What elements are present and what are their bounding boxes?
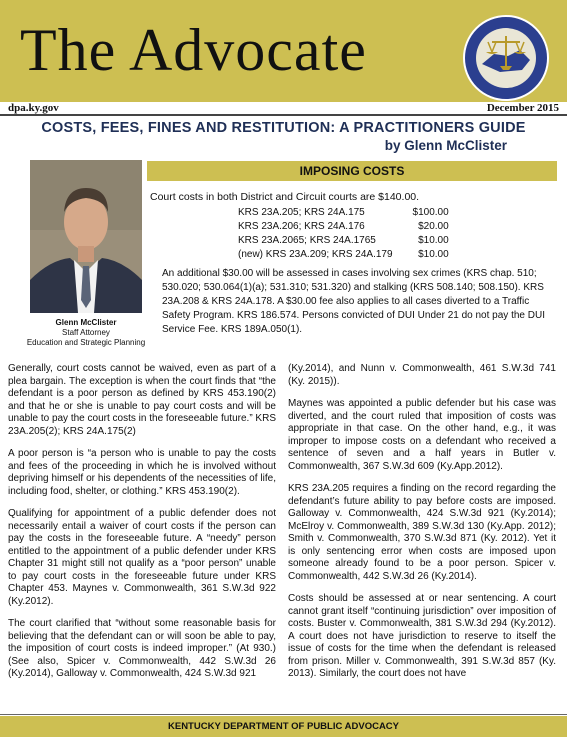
amount-cell: $20.00 <box>418 221 449 232</box>
body-paragraph: KRS 23A.205 requires a finding on the record regarding the defendant’s future ability to pay before costs are imposed. Galloway v. Commonwealth, 424 S.W.3d 921 (Ky.2014); McElroy v. Commonwealth, 389 S.W.3d 130 (Ky.App. 2012); Smith v. Commonwealth, 370 S.W.3d 871 (Ky. 2012). Yet it is only sentencing error when costs are imposed upon someone already found to be a poor person. Spicer v. Commonwealth, 442 S.W.3d 26 (Ky.2014). <box>288 483 556 582</box>
publication-title: The Advocate <box>20 17 367 83</box>
footer-banner: KENTUCKY DEPARTMENT OF PUBLIC ADVOCACY <box>0 716 567 737</box>
body-paragraph: Maynes was appointed a public defender but his case was diverted, and the court ruled that imposition of costs was appropriate in that case. On the other hand, e.g., it was improper to impose costs on a defendant who received a sentence of seven and a half years in Butler v. Commonwealth, 367 S.W.3d 609 (Ky.App.2012). <box>288 398 556 472</box>
table-row <box>238 234 449 248</box>
body-paragraph: The court clarified that “without some reasonable basis for believing that the defendant can or will soon be able to pay, the imposition of court costs is indeed improper.” (At 930.) (See also, Spicer v. Commonwealth, 442 S.W.3d 26 (Ky.2014), Galloway v. Commonwealth, 424 S.W.3d 921 <box>8 618 276 679</box>
cost-table <box>238 206 449 262</box>
website-url[interactable]: dpa.ky.gov <box>8 102 59 114</box>
issue-date: December 2015 <box>486 102 559 114</box>
statute-cell: KRS 23A.2065; KRS 24A.1765 <box>238 235 376 246</box>
body-paragraph: (Ky.2014), and Nunn v. Commonwealth, 461 S.W.3d 741 (Ky. 2015)). <box>288 363 556 387</box>
caption-dept: Education and Strategic Planning <box>26 338 146 347</box>
imposing-costs-paragraph: An additional $30.00 will be assessed in cases involving sex crimes (KRS chap. 510; 530.020; 530.064(1)(a); 531.310; 531.320) and stalking (KRS 508.140; 508.150). KRS 23A.208 & KRS 24A.178. A $30.00 fee also applies to all cases diverted to a Traffic Safety Program. KRS 186.574. Persons convicted of DUI Under 21 do not pay the DUI Service Fee. KRS 189A.050(1). <box>162 268 545 335</box>
photo-caption <box>20 318 152 348</box>
imposing-costs-intro: Court costs in both District and Circuit courts are $140.00. <box>150 191 420 203</box>
body-paragraph: A poor person is “a person who is unable to pay the costs and fees of the proceeding in which he is involved without depriving himself or his dependents of the necessities of life, including food, shelter, or clothing.” KRS 453.190(2). <box>8 448 276 497</box>
statute-cell: KRS 23A.205; KRS 24A.175 <box>238 207 365 218</box>
amount-cell: $100.00 <box>412 207 449 218</box>
article-title: COSTS, FEES, FINES AND RESTITUTION: A PRACTITIONERS GUIDE <box>41 120 526 136</box>
body-column-right <box>288 363 556 691</box>
author-photo <box>30 160 142 313</box>
body-column-left <box>8 363 276 691</box>
statute-cell: (new) KRS 23A.209; KRS 24A.179 <box>238 249 393 260</box>
public-defenders-seal-icon <box>460 14 552 102</box>
imposing-costs-heading: IMPOSING COSTS <box>147 161 557 181</box>
body-paragraph: Generally, court costs cannot be waived, even as part of a plea bargain. The exception is when the court finds that “the defendant is a poor person as defined by KRS 453.190(2) and that he or she is unable to pay court costs and will be unable to pay the court costs in the foreseeable future.” KRS 23A.205(2); KRS 24A.175(2) <box>8 363 276 437</box>
body-paragraph: Costs should be assessed at or near sentencing. A court cannot grant itself “continuing jurisdiction” over imposition of costs. Buster v. Commonwealth, 381 S.W.3d 294 (Ky.2012). A court does not have jurisdiction to reserve to itself the issue of costs for the time when the defendant is released from prison. Miller v. Commonwealth, 391 S.W.3d 857 (Ky. 2013). Similarly, the court does not have <box>288 593 556 679</box>
header-divider <box>0 114 567 116</box>
table-row <box>238 220 449 234</box>
table-row <box>238 206 449 220</box>
caption-name: Glenn McClister <box>55 318 117 327</box>
masthead <box>0 0 567 102</box>
table-row <box>238 248 449 262</box>
amount-cell: $10.00 <box>418 249 449 260</box>
body-paragraph: Qualifying for appointment of a public defender does not necessarily entail a waiver of court costs if the person can pay the costs in the foreseeable future. A “needy” person entitled to the appointment of a public defender under KRS Chapter 31 might still not qualify as a “poor person” unable to pay court costs in the foreseeable future under KRS Chapter 453. Maynes v. Commonwealth, 361 S.W.3d 922 (Ky.2012). <box>8 508 276 607</box>
amount-cell: $10.00 <box>418 235 449 246</box>
caption-role: Staff Attorney <box>62 328 110 337</box>
footer-divider <box>0 714 567 715</box>
article-byline: by Glenn McClister <box>384 138 507 153</box>
statute-cell: KRS 23A.206; KRS 24A.176 <box>238 221 365 232</box>
